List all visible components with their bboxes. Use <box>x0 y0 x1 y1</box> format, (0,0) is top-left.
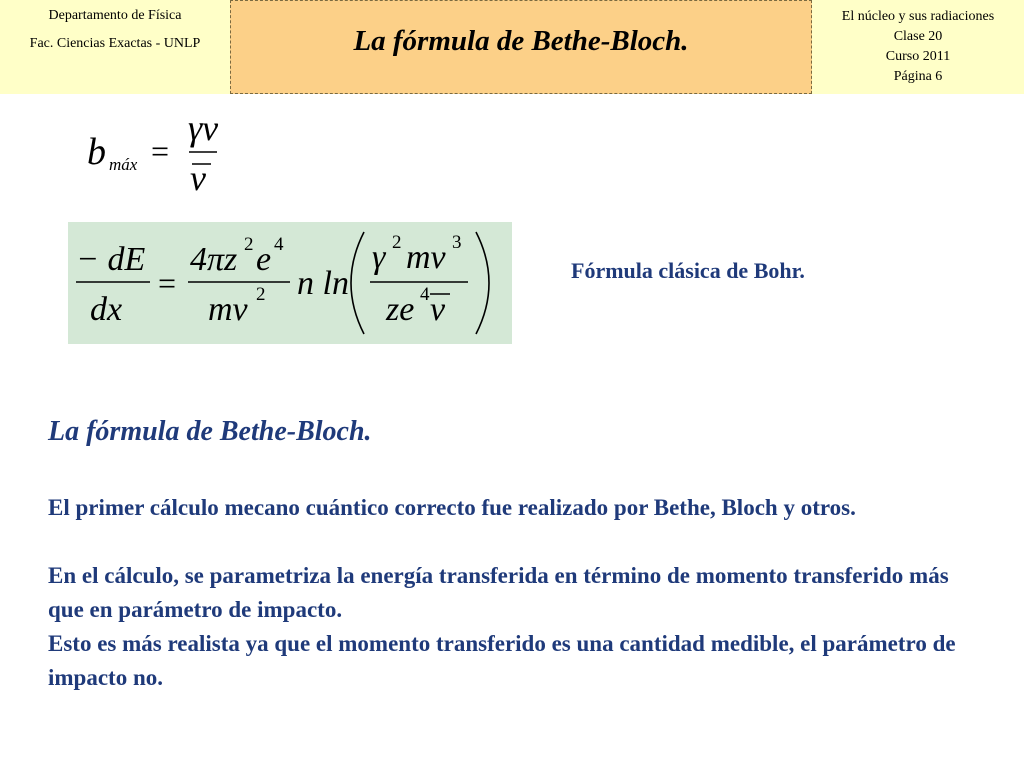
bmax-formula <box>85 112 235 197</box>
mid-denominator-exp: 2 <box>256 284 266 305</box>
course-topic-label: El núcleo y sus radiaciones <box>841 9 995 24</box>
bohr-formula-label: Fórmula clásica de Bohr. <box>571 258 805 283</box>
bohr-formula <box>68 222 512 344</box>
bmax-subscript: máx <box>109 155 138 174</box>
log-numerator-exp2: 3 <box>452 232 462 253</box>
mid-numerator-a: 4πz <box>190 241 238 278</box>
mid-denominator: mv <box>208 291 248 328</box>
bmax-lhs: b <box>87 131 106 173</box>
equals-sign: = <box>158 265 177 301</box>
bmax-numerator: γν <box>188 112 219 148</box>
log-numerator-a: γ <box>372 239 386 276</box>
paragraph-2: En el cálculo, se parametriza la energía transferida en término de momento transferido más que en parámetro de impacto. <box>48 563 949 622</box>
header-title-panel <box>230 0 812 94</box>
lhs-numerator: − dE <box>76 241 146 278</box>
year-label: Curso 2011 <box>885 49 951 64</box>
page-label: Página 6 <box>893 69 943 84</box>
section-title: La fórmula de Bethe-Bloch. <box>48 416 372 447</box>
log-denominator-b: ν <box>430 291 446 328</box>
department-label: Departamento de Física <box>48 8 182 23</box>
header-right-panel <box>812 0 1024 94</box>
factor-n-ln: n ln <box>297 265 349 302</box>
right-paren <box>476 232 489 334</box>
paragraph-3: Esto es más realista ya que el momento transferido es una cantidad medible, el parámetro de impacto no. <box>48 631 956 690</box>
bohr-formula-box <box>68 222 512 344</box>
mid-numerator-exp1: 2 <box>244 234 254 255</box>
log-numerator-b: mv <box>406 239 446 276</box>
log-denominator-a: ze <box>386 291 415 328</box>
header-left-panel <box>0 0 230 94</box>
log-denominator-exp: 4 <box>420 284 430 305</box>
log-numerator-exp1: 2 <box>392 232 402 253</box>
bmax-equals: = <box>151 133 170 169</box>
paragraph-1: El primer cálculo mecano cuántico correcto fue realizado por Bethe, Bloch y otros. <box>48 495 856 520</box>
mid-numerator-b: e <box>256 241 272 278</box>
faculty-label: Fac. Ciencias Exactas - UNLP <box>29 36 201 51</box>
bmax-denominator: ν <box>190 158 206 197</box>
lhs-denominator: dx <box>90 291 123 328</box>
left-paren <box>351 232 364 334</box>
mid-numerator-exp2: 4 <box>274 234 284 255</box>
slide-title: La fórmula de Bethe-Bloch. <box>353 25 689 57</box>
class-label: Clase 20 <box>893 29 943 44</box>
